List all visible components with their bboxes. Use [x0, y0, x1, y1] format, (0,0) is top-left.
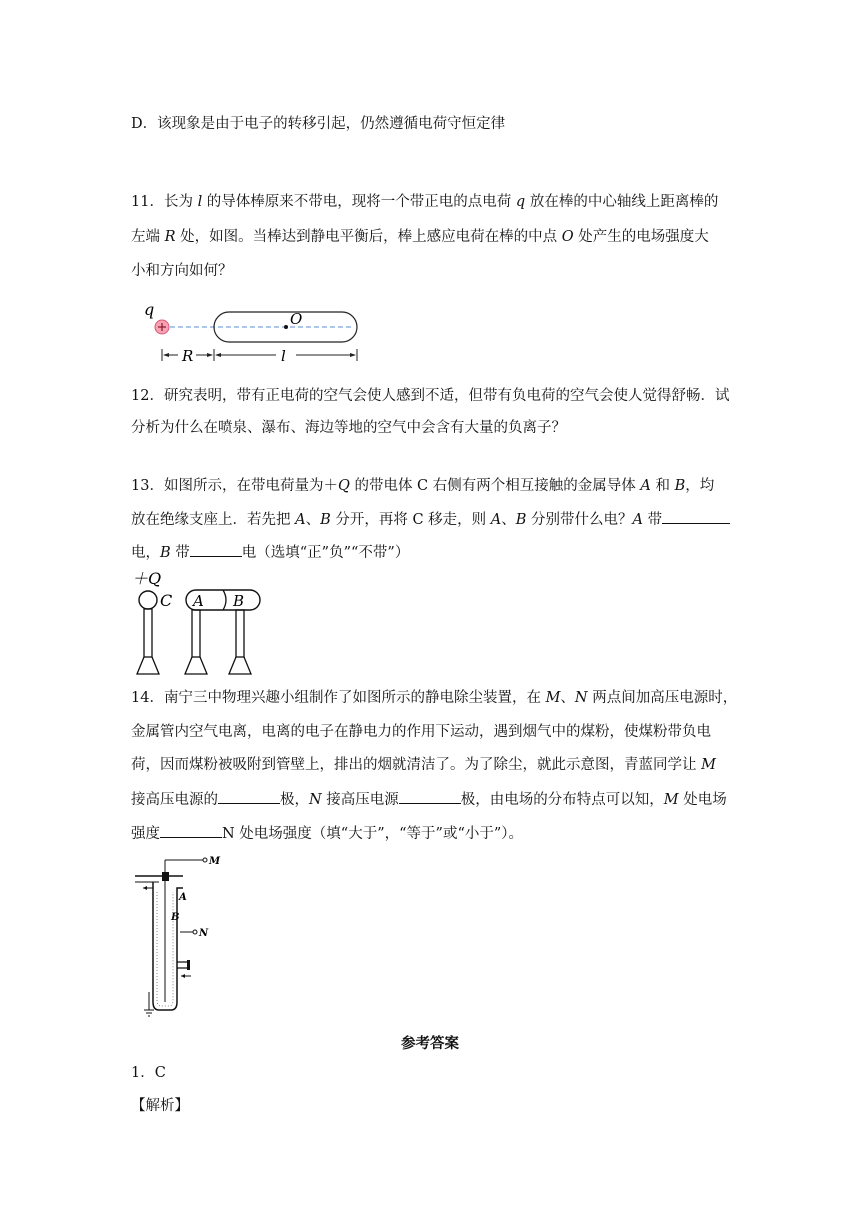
var-O: O: [561, 229, 574, 245]
fig-q-label: q: [144, 300, 155, 319]
var-B: B: [674, 478, 686, 494]
var-N: N: [309, 792, 322, 808]
q11-line-3: 小和方向如何？: [131, 263, 233, 279]
answer-blank-m-pole[interactable]: [218, 789, 280, 804]
conductors-diagram: [130, 566, 265, 678]
q13-text: 分别带什么电？: [526, 512, 633, 528]
q14-line-1: [131, 686, 737, 707]
q13-text: 电，: [131, 545, 160, 561]
q11-text: 左端: [131, 229, 165, 245]
fig-O-label: O: [290, 310, 303, 328]
q14-line-2: 金属管内空气电离，电离的电子在静电力的作用下运动，遇到烟气中的煤粉，使煤粉带负电: [131, 724, 711, 740]
q13-text: 、: [305, 512, 321, 528]
var-B: B: [515, 512, 527, 528]
q13-line-3: [131, 541, 409, 562]
q14-line-5: [131, 822, 523, 843]
q11-text: 11．长为: [131, 194, 198, 210]
fig-plusQ-label: ＋Q: [132, 569, 162, 588]
fig-C-label: C: [160, 591, 173, 610]
outlet-cap: [187, 960, 190, 970]
stand-a-base: [185, 657, 207, 674]
fig-B-label: B: [233, 592, 245, 610]
var-l: l: [197, 194, 203, 210]
q14-text: 接高压电源: [321, 792, 399, 808]
var-A: A: [295, 512, 306, 528]
var-A: A: [640, 478, 651, 494]
q14-text: 两点间加高压电源时，: [587, 690, 738, 706]
q13-text: 13．如图所示，在带电荷量为＋: [131, 478, 338, 494]
stand-b-pole: [236, 610, 244, 657]
q14-text: 14．南宁三中物理兴趣小组制作了如图所示的静电除尘装置，在: [131, 690, 546, 706]
dim-arrow: [350, 353, 356, 357]
var-M: M: [701, 757, 716, 773]
fig-B-label: B: [171, 912, 180, 923]
q14-text: 极，由电场的分布特点可以知，: [460, 792, 664, 808]
flow-arrow-head: [143, 886, 147, 890]
stand-c-base: [137, 657, 159, 674]
q11-text: 处产生的电场强度大: [573, 229, 709, 245]
q13-line-2: [131, 508, 730, 529]
contact-line: [223, 590, 226, 610]
var-Q: Q: [337, 478, 350, 494]
q13-text: 和: [650, 478, 675, 494]
var-M: M: [663, 792, 679, 808]
electrostatic-precipitator-diagram: [135, 852, 225, 1022]
fig-N-label: N: [199, 928, 209, 939]
dim-arrow: [215, 353, 221, 357]
var-M: M: [545, 690, 561, 706]
q11-text: 处，如图。当棒达到静电平衡后，棒上感应电荷在棒的中点: [175, 229, 562, 245]
dim-arrow: [207, 353, 213, 357]
option-d-text: D．该现象是由于电子的转移引起，仍然遵循电荷守恒定律: [131, 116, 506, 132]
insulator: [162, 872, 169, 881]
q14-text: 接高压电源的: [131, 792, 218, 808]
q14-line-4: [131, 788, 727, 809]
q14-text: N 处电场强度（填“大于”，“等于”或“小于”）。: [222, 826, 524, 842]
q14-text: 、: [560, 690, 575, 706]
q13-text: 分开，再将 C 移走，则: [330, 512, 491, 528]
dim-arrow: [163, 353, 169, 357]
q14-line-3: [131, 753, 716, 774]
answer-blank-b[interactable]: [190, 542, 242, 557]
var-R: R: [164, 229, 176, 245]
q11-text: 的导体棒原来不带电，现将一个带正电的点电荷: [202, 194, 516, 210]
stand-c-pole: [144, 609, 152, 657]
q13-text: ，均: [685, 478, 715, 494]
midpoint-dot: [284, 325, 288, 329]
fig-M-label: M: [209, 856, 221, 867]
q11-line-2: [131, 225, 709, 246]
q11-line-1: [131, 190, 718, 211]
q13-text: 电（选填“正”负”“不带”）: [241, 545, 410, 561]
q13-line-1: [131, 474, 714, 495]
charged-sphere-c: [139, 591, 157, 609]
var-A: A: [490, 512, 502, 528]
answer-blank-n-pole[interactable]: [399, 789, 461, 804]
answer-blank-a[interactable]: [662, 509, 730, 524]
q14-text: 强度: [131, 826, 160, 842]
analysis-label: 【解析】: [131, 1098, 189, 1114]
answer-blank-compare[interactable]: [160, 823, 222, 838]
var-B: B: [160, 545, 171, 561]
rod-charge-diagram: [140, 298, 370, 368]
var-N: N: [574, 690, 588, 706]
answers-heading: 参考答案: [401, 1035, 459, 1052]
var-B: B: [320, 512, 331, 528]
terminal-n: [193, 930, 197, 934]
stand-a-pole: [192, 610, 200, 657]
q13-text: 放在绝缘支座上．若先把: [131, 512, 296, 528]
answer-1: 1．C: [131, 1065, 166, 1081]
var-A: A: [632, 512, 644, 528]
q14-text: 荷，因而煤粉被吸附到管壁上，排出的烟就清洁了。为了除尘，就此示意图，青蓝同学让: [131, 757, 702, 773]
q14-text: 极，: [280, 792, 309, 808]
q12-line-1: 12．研究表明，带有正电荷的空气会使人感到不适，但带有负电荷的空气会使人觉得舒畅．试: [131, 388, 730, 404]
stand-b-base: [229, 657, 251, 674]
fig-A-label: A: [179, 892, 187, 903]
q14-text: 处电场: [678, 792, 727, 808]
q13-text: 带: [643, 512, 663, 528]
q13-text: 带: [170, 545, 190, 561]
flow-arrow-head-2: [181, 974, 185, 978]
q12-line-2: 分析为什么在喷泉、瀑布、海边等地的空气中会含有大量的负离子？: [131, 420, 566, 436]
q11-text: 放在棒的中心轴线上距离棒的: [525, 194, 719, 210]
fig-R-label: R: [182, 347, 194, 365]
fig-l-label: l: [281, 347, 286, 365]
terminal-m: [203, 858, 207, 862]
var-q: q: [515, 194, 526, 210]
outlet-pipe: [177, 962, 187, 968]
q13-text: 、: [501, 512, 516, 528]
fig-A-label: A: [193, 592, 204, 610]
q13-text: 的带电体 C 右侧有两个相互接触的金属导体: [349, 478, 641, 494]
